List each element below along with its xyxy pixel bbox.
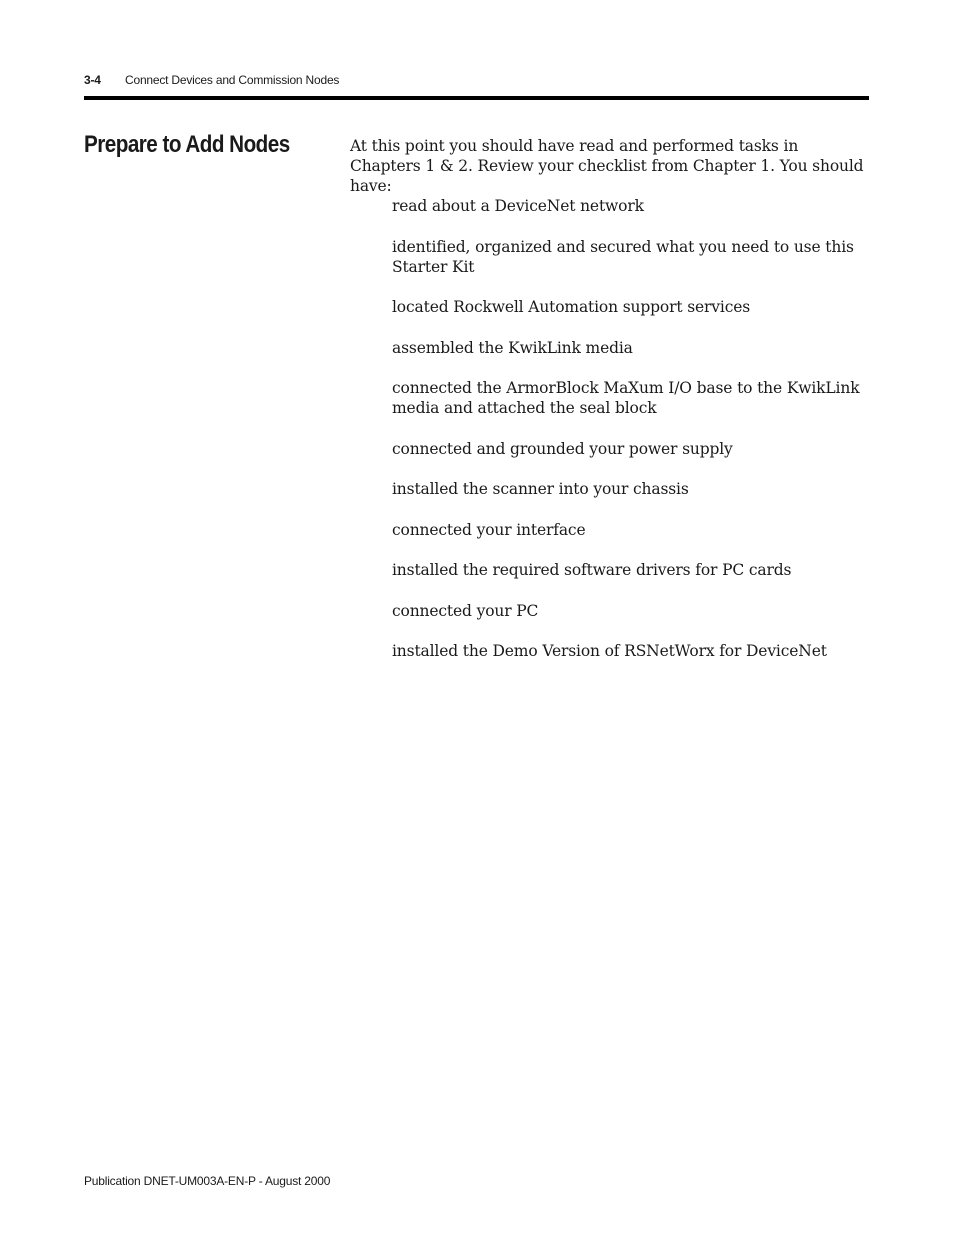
checklist-item: connected your interface: [392, 520, 586, 539]
checklist-item: installed the scanner into your chassis: [392, 480, 689, 498]
checklist-item: connected the ArmorBlock MaXum I/O base to the KwikLink media and attached the seal block: [392, 379, 860, 417]
page-number: 3-4: [84, 73, 101, 87]
checklist-item: assembled the KwikLink media: [392, 338, 633, 357]
checklist-item: located Rockwell Automation support services: [392, 298, 751, 316]
checklist-item: installed the Demo Version of RSNetWorx for DeviceNet: [392, 642, 827, 660]
checklist-item: connected and grounded your power supply: [392, 439, 733, 458]
intro-paragraph: At this point you should have read and performed tasks in Chapters 1 & 2. Review your checklist from Chapter 1. You should have:: [350, 137, 864, 195]
publication-footer: Publication DNET-UM003A-EN-P - August 2000: [84, 1174, 331, 1188]
running-head: [84, 73, 339, 87]
header-rule: [84, 96, 869, 100]
checklist: [392, 196, 870, 682]
checklist-item: read about a DeviceNet network: [392, 197, 644, 215]
checklist-item: identified, organized and secured what you need to use this Starter Kit: [392, 237, 854, 276]
checklist-item: installed the required software drivers for PC cards: [392, 561, 792, 579]
checklist-item: connected your PC: [392, 601, 539, 620]
section-title: Prepare to Add Nodes: [84, 131, 290, 158]
chapter-title: Connect Devices and Commission Nodes: [125, 73, 340, 87]
